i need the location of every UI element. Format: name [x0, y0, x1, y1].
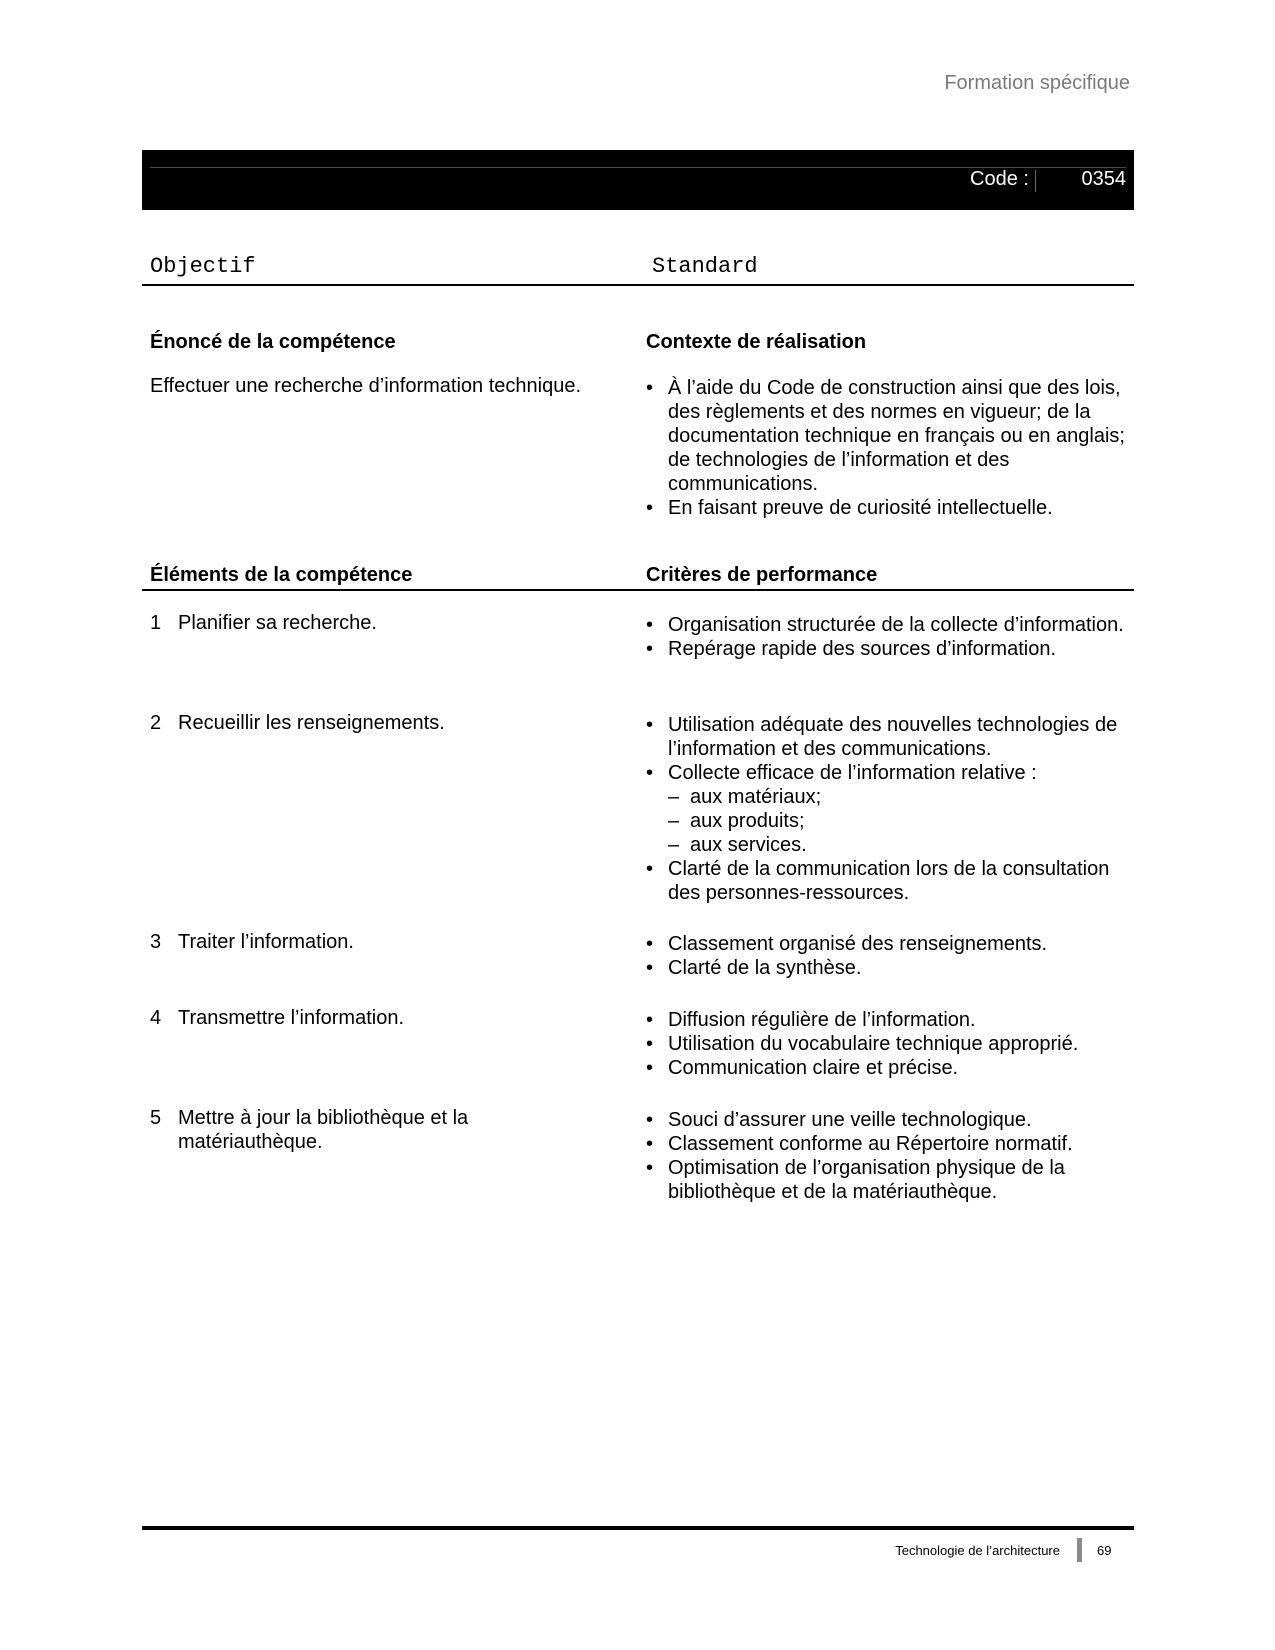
- element-label: Recueillir les renseignements.: [178, 712, 445, 734]
- column-heading-rule: [142, 284, 1134, 286]
- criterion-item: • Diffusion régulière de l’information.: [646, 1009, 976, 1031]
- bullet-icon: •: [646, 1109, 654, 1131]
- page-number: 69: [1097, 1543, 1112, 1558]
- criteria-list: [646, 613, 1126, 661]
- code-label: Code :: [970, 168, 1029, 190]
- enonce-text: Effectuer une recherche d’information technique.: [150, 375, 582, 397]
- contexte-item: • À l’aide du Code de construction ainsi que des lois, des règlements et des normes en vigueur; de la documentation technique en français ou en anglais; de technologies de l’information et des communications.: [646, 377, 1125, 495]
- column-heading-standard: Standard: [652, 254, 758, 279]
- element-label: Transmettre l’information.: [178, 1007, 404, 1029]
- element-item: [150, 611, 610, 635]
- element-label: Planifier sa recherche.: [178, 612, 377, 634]
- bullet-icon: •: [646, 1057, 654, 1079]
- bullet-icon: •: [646, 1009, 654, 1031]
- criterion-item: • Classement conforme au Répertoire normatif.: [646, 1133, 1073, 1155]
- criteria-list: [646, 713, 1126, 905]
- running-header: Formation spécifique: [944, 72, 1130, 94]
- bullet-icon: •: [646, 1133, 654, 1155]
- bullet-icon: •: [646, 377, 654, 399]
- contexte-heading: Contexte de réalisation: [646, 331, 867, 353]
- criterion-item: • Clarté de la synthèse.: [646, 957, 862, 979]
- criterion-item: • Optimisation de l’organisation physique de la bibliothèque et de la matériauthèque.: [646, 1157, 1065, 1203]
- criterion-item: • Organisation structurée de la collecte d’information.: [646, 614, 1124, 636]
- criterion-subitem: – aux produits;: [668, 810, 805, 832]
- footer-rule: [142, 1526, 1134, 1530]
- dash-icon: –: [668, 810, 680, 832]
- bullet-icon: •: [646, 714, 654, 736]
- dash-icon: –: [668, 834, 680, 856]
- element-number: 1: [150, 612, 162, 634]
- contexte-item: • En faisant preuve de curiosité intellectuelle.: [646, 497, 1053, 519]
- criterion-item: • Collecte efficace de l’information relative : – aux matériaux; – aux produits; – aux services.: [646, 761, 1126, 857]
- enonce-heading: Énoncé de la compétence: [150, 331, 396, 353]
- criterion-item: • Utilisation adéquate des nouvelles technologies de l’information et des communications.: [646, 714, 1118, 760]
- criteria-list: [646, 932, 1126, 980]
- footer-title: Technologie de l’architecture: [895, 1543, 1060, 1558]
- contexte-list: [646, 376, 1126, 520]
- elements-heading-rule: [142, 589, 1134, 591]
- element-number: 5: [150, 1107, 162, 1129]
- criterion-sublist: [668, 785, 1126, 857]
- criteria-list: [646, 1108, 1126, 1204]
- bullet-icon: •: [646, 858, 654, 880]
- criteres-heading: Critères de performance: [646, 564, 878, 586]
- bullet-icon: •: [646, 497, 654, 519]
- code-bar: [142, 150, 1134, 210]
- bullet-icon: •: [646, 1157, 654, 1179]
- criterion-item: • Utilisation du vocabulaire technique approprié.: [646, 1033, 1079, 1055]
- criterion-subitem: – aux services.: [668, 834, 807, 856]
- element-item: [150, 1106, 610, 1154]
- bullet-icon: •: [646, 957, 654, 979]
- element-item: [150, 1006, 610, 1030]
- criterion-item: • Souci d’assurer une veille technologique.: [646, 1109, 1032, 1131]
- bullet-icon: •: [646, 638, 654, 660]
- criterion-item: • Repérage rapide des sources d’information.: [646, 638, 1056, 660]
- element-number: 4: [150, 1007, 162, 1029]
- dash-icon: –: [668, 786, 680, 808]
- element-number: 2: [150, 712, 162, 734]
- bullet-icon: •: [646, 614, 654, 636]
- elements-heading: Éléments de la compétence: [150, 564, 413, 586]
- bullet-icon: •: [646, 933, 654, 955]
- element-item: [150, 711, 610, 735]
- code-separator: [1035, 170, 1036, 192]
- element-item: [150, 930, 610, 954]
- code-value: 0354: [1081, 168, 1126, 190]
- footer-separator: [1077, 1538, 1082, 1562]
- criterion-subitem: – aux matériaux;: [668, 786, 822, 808]
- criterion-item: • Classement organisé des renseignements.: [646, 933, 1048, 955]
- criteria-list: [646, 1008, 1126, 1080]
- column-heading-objectif: Objectif: [150, 254, 256, 279]
- element-label: Mettre à jour la bibliothèque et la matériauthèque.: [178, 1107, 469, 1153]
- criterion-item: • Communication claire et précise.: [646, 1057, 959, 1079]
- criterion-item: • Clarté de la communication lors de la consultation des personnes-ressources.: [646, 858, 1110, 904]
- bullet-icon: •: [646, 1033, 654, 1055]
- bullet-icon: •: [646, 762, 654, 784]
- element-label: Traiter l’information.: [178, 931, 354, 953]
- element-number: 3: [150, 931, 162, 953]
